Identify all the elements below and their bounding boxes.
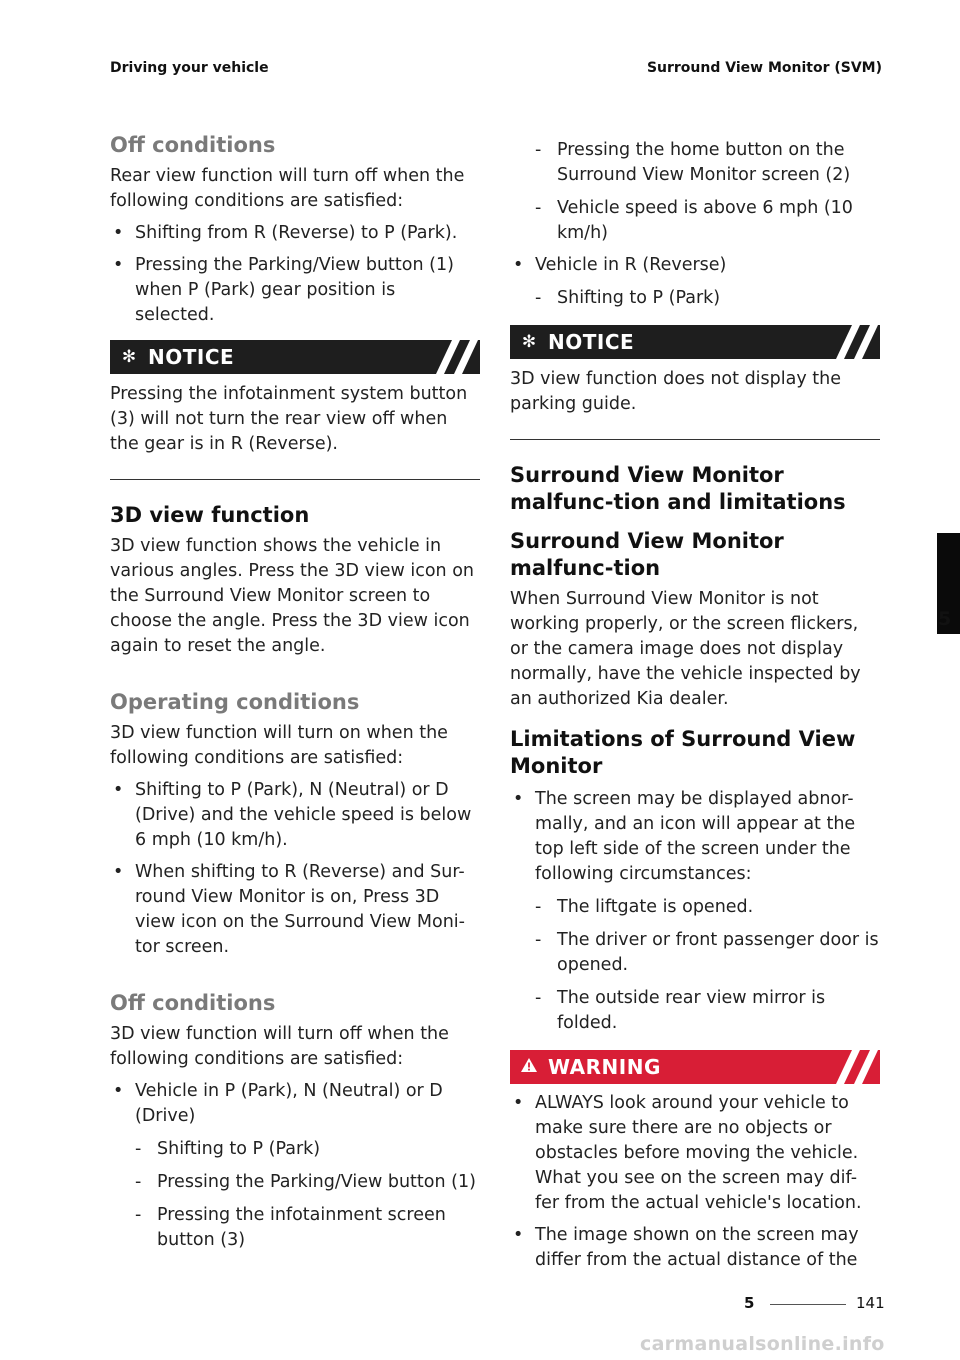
section-divider [110, 479, 480, 480]
off-conditions-intro: Rear view function will turn off when the following conditions are satisfied: [110, 166, 465, 211]
left-column [110, 130, 480, 1253]
sub-list-item: - Pressing the Parking/View button (1) [110, 1170, 480, 1195]
sub-list-item: - Shifting to P (Park) [510, 286, 880, 311]
footer-chapter-number: 5 [744, 1294, 755, 1312]
sub-list-item: - Vehicle speed is above 6 mph (10 km/h) [510, 196, 880, 246]
notice-text-2: 3D view function does not display the parking guide. [510, 369, 841, 414]
sub-list-item: - The liftgate is opened. [510, 895, 880, 920]
double-slash-icon [422, 340, 480, 374]
off-conditions-3d-intro: 3D view function will turn off when the following conditions are satisfied: [110, 1024, 449, 1069]
list-item [110, 1079, 480, 1253]
double-slash-icon [822, 1050, 880, 1084]
sub-list [510, 895, 880, 1036]
operating-conditions-list [110, 778, 480, 960]
warning-triangle-icon [514, 1057, 544, 1078]
list-item [510, 787, 880, 1036]
sub-list [510, 286, 880, 311]
list-item-text: Vehicle in P (Park), N (Neutral) or D (Drive) [135, 1081, 443, 1126]
list-item [510, 253, 880, 311]
sub-list-item: - Shifting to P (Park) [110, 1137, 480, 1162]
double-slash-icon [822, 325, 880, 359]
list-item: • Shifting from R (Reverse) to P (Park). [110, 221, 480, 246]
3d-view-heading: 3D view function [110, 503, 310, 527]
operating-conditions-intro: 3D view function will turn on when the following conditions are satisfied: [110, 723, 448, 768]
sub-list-item: - Pressing the infotainment screen button (3) [110, 1203, 480, 1253]
sub-list [110, 1137, 480, 1253]
list-item: • The image shown on the screen may differ from the actual distance of the [510, 1223, 880, 1273]
malfunction-heading: Surround View Monitor malfunc-tion [510, 529, 784, 580]
watermark-text: carmanualsonline.info [640, 1333, 885, 1355]
list-item: • ALWAYS look around your vehicle to make sure there are no objects or obstacles before moving the vehicle. What you see on the screen may dif-fer from the actual vehicle's location. [510, 1091, 880, 1216]
off-conditions-3d-list [110, 1079, 480, 1253]
limitations-list [510, 787, 880, 1036]
reverse-list [510, 253, 880, 311]
malfunction-text: When Surround View Monitor is not working properly, or the screen flickers, or the camera image does not display normally, have the vehicle inspected by an authorized Kia dealer. [510, 589, 861, 709]
sub-list-item: - The driver or front passenger door is opened. [510, 928, 880, 978]
malfunction-limitations-heading: Surround View Monitor malfunc-tion and limitations [510, 463, 846, 514]
sub-list-item: - The outside rear view mirror is folded. [510, 986, 880, 1036]
list-item-text: The screen may be displayed abnor-mally, and an icon will appear at the top left side of the screen under the following circumstances: [535, 789, 856, 884]
operating-conditions-heading: Operating conditions [110, 690, 360, 714]
warning-banner [510, 1050, 880, 1084]
off-conditions-3d-heading: Off conditions [110, 991, 276, 1015]
notice-label: NOTICE [548, 330, 635, 354]
header-topic-title: Surround View Monitor (SVM) [646, 60, 882, 76]
off-conditions-list [110, 221, 480, 328]
right-column [510, 130, 880, 1273]
asterisk-icon: ✻ [121, 347, 137, 367]
list-item: • Shifting to P (Park), N (Neutral) or D (Drive) and the vehicle speed is below 6 mph (10 km/h). [110, 778, 480, 853]
notice-banner [110, 340, 480, 374]
section-divider [510, 439, 880, 440]
limitations-heading: Limitations of Surround View Monitor [510, 727, 856, 778]
list-item: • When shifting to R (Reverse) and Sur-round View Monitor is on, Press 3D view icon on the Surround View Moni-tor screen. [110, 860, 480, 960]
list-item-text: Vehicle in R (Reverse) [535, 255, 727, 275]
3d-view-description: 3D view function shows the vehicle in various angles. Press the 3D view icon on the Surround View Monitor screen to choose the angle. Press the 3D view icon again to reset the angle. [110, 536, 474, 656]
notice-banner-2 [510, 325, 880, 359]
footer-divider [770, 1304, 846, 1305]
continued-sub-list [510, 138, 880, 246]
header-section-title: Driving your vehicle [110, 60, 269, 76]
chapter-tab-number: 5 [938, 608, 952, 630]
list-item: • Pressing the Parking/View button (1) when P (Park) gear position is selected. [110, 253, 480, 328]
asterisk-icon: ✻ [521, 332, 537, 352]
sub-list-item: - Pressing the home button on the Surround View Monitor screen (2) [510, 138, 880, 188]
off-conditions-heading: Off conditions [110, 133, 276, 157]
warning-list [510, 1091, 880, 1273]
notice-text: Pressing the infotainment system button (3) will not turn the rear view off when the gear is in R (Reverse). [110, 384, 468, 454]
footer-page-number: 141 [856, 1294, 885, 1312]
warning-label: WARNING [548, 1055, 661, 1079]
notice-label: NOTICE [148, 345, 235, 369]
